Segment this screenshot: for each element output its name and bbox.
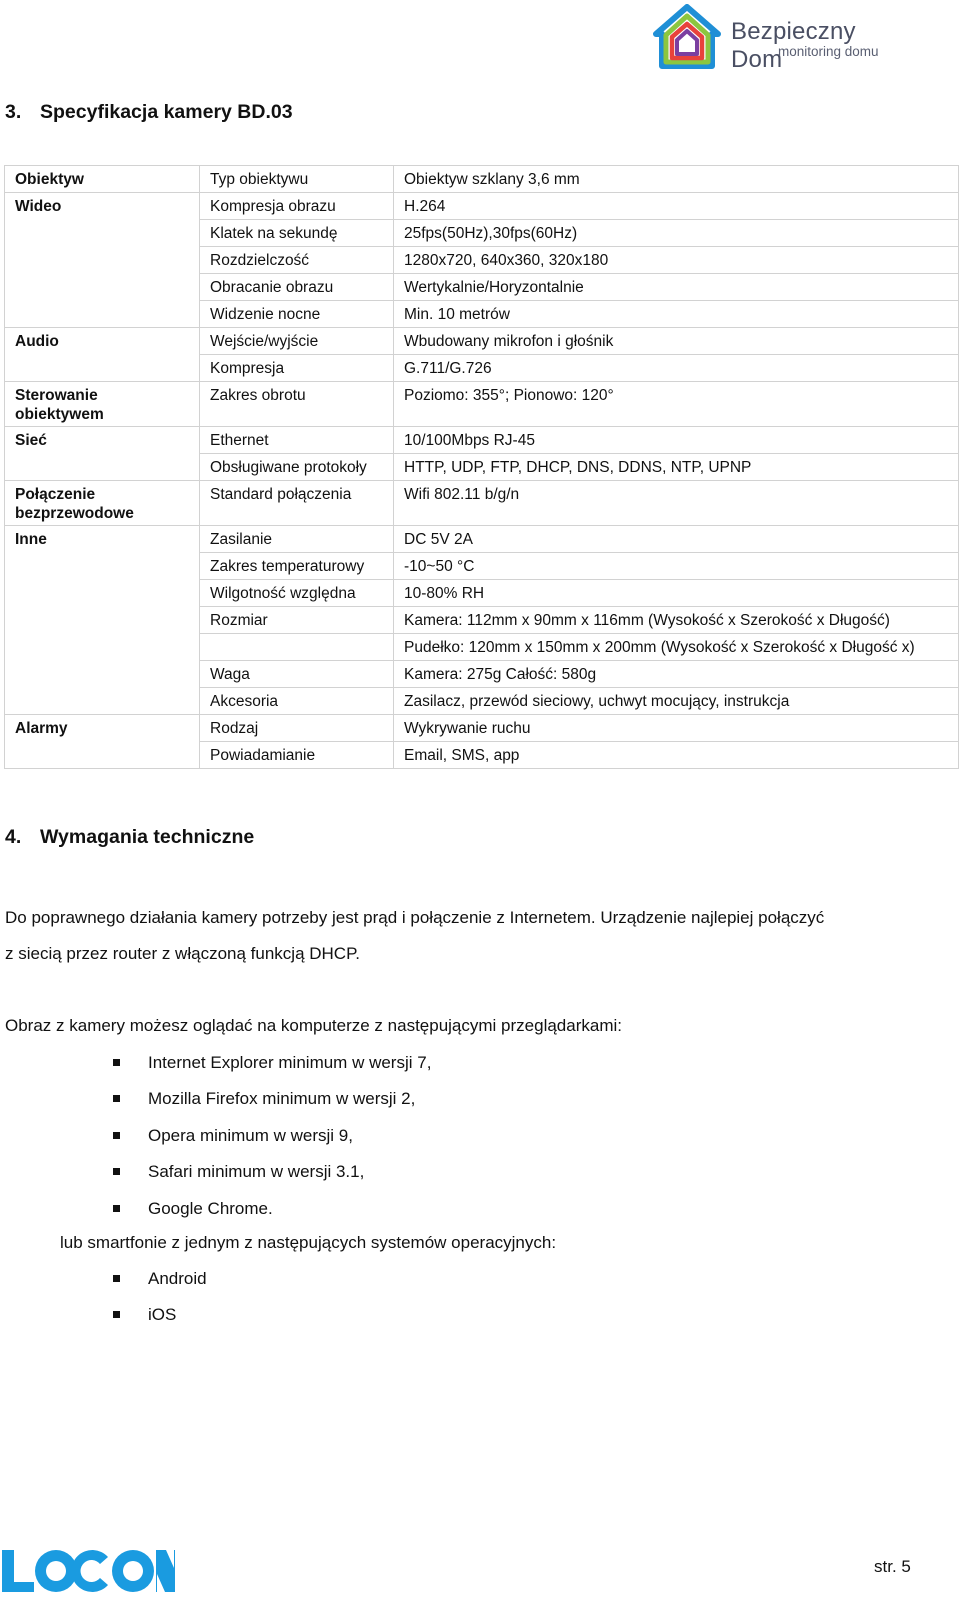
spec-value: Email, SMS, app bbox=[394, 742, 959, 769]
spec-value: Wertykalnie/Horyzontalnie bbox=[394, 274, 959, 301]
section-title: Specyfikacja kamery BD.03 bbox=[40, 101, 293, 123]
spec-category bbox=[5, 355, 200, 382]
spec-value: Poziomo: 355°; Pionowo: 120° bbox=[394, 382, 959, 427]
spec-category bbox=[5, 220, 200, 247]
spec-category bbox=[5, 580, 200, 607]
spec-value: H.264 bbox=[394, 193, 959, 220]
list-item bbox=[110, 1053, 431, 1089]
section-4-heading bbox=[5, 826, 254, 849]
spec-value: 10/100Mbps RJ-45 bbox=[394, 427, 959, 454]
spec-value: 1280x720, 640x360, 320x180 bbox=[394, 247, 959, 274]
spec-parameter: Powiadamianie bbox=[200, 742, 394, 769]
spec-row bbox=[5, 580, 959, 607]
spec-parameter: Obsługiwane protokoły bbox=[200, 454, 394, 481]
list-item-text: Android bbox=[148, 1269, 207, 1288]
spec-value: Kamera: 275g Całość: 580g bbox=[394, 661, 959, 688]
list-item-text: Mozilla Firefox minimum w wersji 2, bbox=[148, 1089, 416, 1109]
spec-parameter: Akcesoria bbox=[200, 688, 394, 715]
page-number: str. 5 bbox=[874, 1557, 911, 1576]
os-list bbox=[110, 1269, 207, 1342]
spec-value: Kamera: 112mm x 90mm x 116mm (Wysokość x Szerokość x Długość) bbox=[394, 607, 959, 634]
spec-value: Pudełko: 120mm x 150mm x 200mm (Wysokość x Szerokość x Długość x) bbox=[394, 634, 959, 661]
list-item bbox=[110, 1269, 207, 1305]
spec-parameter: Widzenie nocne bbox=[200, 301, 394, 328]
section-number: 3. bbox=[5, 101, 22, 123]
locon-logo bbox=[0, 1548, 175, 1599]
spec-parameter: Wilgotność względna bbox=[200, 580, 394, 607]
spec-row bbox=[5, 481, 959, 526]
spec-category: Alarmy bbox=[5, 715, 200, 742]
list-item bbox=[110, 1089, 431, 1125]
spec-row bbox=[5, 553, 959, 580]
spec-value: Wifi 802.11 b/g/n bbox=[394, 481, 959, 526]
spec-parameter: Rozdzielczość bbox=[200, 247, 394, 274]
spec-category bbox=[5, 454, 200, 481]
spec-category bbox=[5, 661, 200, 688]
spec-category bbox=[5, 553, 200, 580]
list-item-text: Safari minimum w wersji 3.1, bbox=[148, 1162, 365, 1182]
spec-parameter: Waga bbox=[200, 661, 394, 688]
spec-parameter bbox=[200, 634, 394, 661]
spec-category bbox=[5, 247, 200, 274]
spec-row bbox=[5, 274, 959, 301]
spec-value: Min. 10 metrów bbox=[394, 301, 959, 328]
spec-row bbox=[5, 607, 959, 634]
spec-parameter: Zasilanie bbox=[200, 526, 394, 553]
browser-list bbox=[110, 1053, 431, 1235]
spec-parameter: Obracanie obrazu bbox=[200, 274, 394, 301]
spec-category: Inne bbox=[5, 526, 200, 553]
list-item-text: Internet Explorer minimum w wersji 7, bbox=[148, 1053, 432, 1072]
bullet-square-icon bbox=[113, 1205, 120, 1212]
spec-table bbox=[4, 165, 959, 769]
list-item-text: iOS bbox=[148, 1305, 177, 1325]
spec-row bbox=[5, 526, 959, 553]
spec-row bbox=[5, 382, 959, 427]
bullet-square-icon bbox=[113, 1132, 120, 1139]
requirements-paragraph-line-2: z siecią przez router z włączoną funkcją DHCP. bbox=[5, 944, 360, 963]
spec-row bbox=[5, 427, 959, 454]
spec-parameter: Wejście/wyjście bbox=[200, 328, 394, 355]
spec-category bbox=[5, 274, 200, 301]
spec-value: Obiektyw szklany 3,6 mm bbox=[394, 166, 959, 193]
spec-row bbox=[5, 742, 959, 769]
spec-category bbox=[5, 301, 200, 328]
spec-parameter: Klatek na sekundę bbox=[200, 220, 394, 247]
bullet-square-icon bbox=[113, 1311, 120, 1318]
spec-row bbox=[5, 193, 959, 220]
spec-row bbox=[5, 688, 959, 715]
section-title: Wymagania techniczne bbox=[40, 826, 255, 848]
spec-parameter: Rodzaj bbox=[200, 715, 394, 742]
requirements-paragraph-line-1: Do poprawnego działania kamery potrzeby jest prąd i połączenie z Internetem. Urządzenie najlepiej połączyć bbox=[5, 908, 825, 927]
brand-subtitle: monitoring domu bbox=[778, 44, 879, 59]
spec-parameter: Standard połączenia bbox=[200, 481, 394, 526]
spec-row bbox=[5, 634, 959, 661]
spec-row bbox=[5, 661, 959, 688]
locon-logo-icon bbox=[0, 1548, 175, 1594]
spec-value: G.711/G.726 bbox=[394, 355, 959, 382]
spec-parameter: Typ obiektywu bbox=[200, 166, 394, 193]
spec-value: 25fps(50Hz),30fps(60Hz) bbox=[394, 220, 959, 247]
brand-name: Bezpieczny Dom bbox=[731, 18, 856, 73]
spec-parameter: Ethernet bbox=[200, 427, 394, 454]
spec-parameter: Zakres obrotu bbox=[200, 382, 394, 427]
spec-row bbox=[5, 328, 959, 355]
os-intro: lub smartfonie z jednym z następujących systemów operacyjnych: bbox=[60, 1233, 557, 1252]
spec-value: -10~50 °C bbox=[394, 553, 959, 580]
section-number: 4. bbox=[5, 826, 22, 848]
spec-row bbox=[5, 220, 959, 247]
bullet-square-icon bbox=[113, 1095, 120, 1102]
bullet-square-icon bbox=[113, 1275, 120, 1282]
spec-category bbox=[5, 742, 200, 769]
bezpieczny-dom-logo bbox=[652, 0, 912, 72]
spec-category: Obiektyw bbox=[5, 166, 200, 193]
spec-row bbox=[5, 166, 959, 193]
list-item bbox=[110, 1305, 207, 1341]
spec-row bbox=[5, 715, 959, 742]
list-item-text: Google Chrome. bbox=[148, 1198, 273, 1218]
list-item bbox=[110, 1199, 431, 1235]
spec-category bbox=[5, 634, 200, 661]
spec-parameter: Kompresja obrazu bbox=[200, 193, 394, 220]
bullet-square-icon bbox=[113, 1168, 120, 1175]
spec-row bbox=[5, 301, 959, 328]
house-logo-icon bbox=[652, 4, 722, 70]
spec-value: Wbudowany mikrofon i głośnik bbox=[394, 328, 959, 355]
spec-category: Wideo bbox=[5, 193, 200, 220]
spec-value: 10-80% RH bbox=[394, 580, 959, 607]
spec-value: Zasilacz, przewód sieciowy, uchwyt mocujący, instrukcja bbox=[394, 688, 959, 715]
spec-category: Audio bbox=[5, 328, 200, 355]
list-item bbox=[110, 1162, 431, 1198]
spec-row bbox=[5, 355, 959, 382]
spec-category bbox=[5, 688, 200, 715]
list-item bbox=[110, 1126, 431, 1162]
spec-category bbox=[5, 607, 200, 634]
spec-value: HTTP, UDP, FTP, DHCP, DNS, DDNS, NTP, UPNP bbox=[394, 454, 959, 481]
spec-row bbox=[5, 247, 959, 274]
spec-parameter: Rozmiar bbox=[200, 607, 394, 634]
spec-value: Wykrywanie ruchu bbox=[394, 715, 959, 742]
spec-value: DC 5V 2A bbox=[394, 526, 959, 553]
spec-category: Połączenie bezprzewodowe bbox=[5, 481, 200, 526]
list-item-text: Opera minimum w wersji 9, bbox=[148, 1125, 353, 1145]
spec-parameter: Zakres temperaturowy bbox=[200, 553, 394, 580]
bullet-square-icon bbox=[113, 1059, 120, 1066]
browsers-intro: Obraz z kamery możesz oglądać na komputerze z następującymi przeglądarkami: bbox=[5, 1016, 622, 1035]
section-3-heading bbox=[5, 101, 293, 124]
spec-parameter: Kompresja bbox=[200, 355, 394, 382]
spec-category: Sieć bbox=[5, 427, 200, 454]
spec-row bbox=[5, 454, 959, 481]
spec-category: Sterowanie obiektywem bbox=[5, 382, 200, 427]
